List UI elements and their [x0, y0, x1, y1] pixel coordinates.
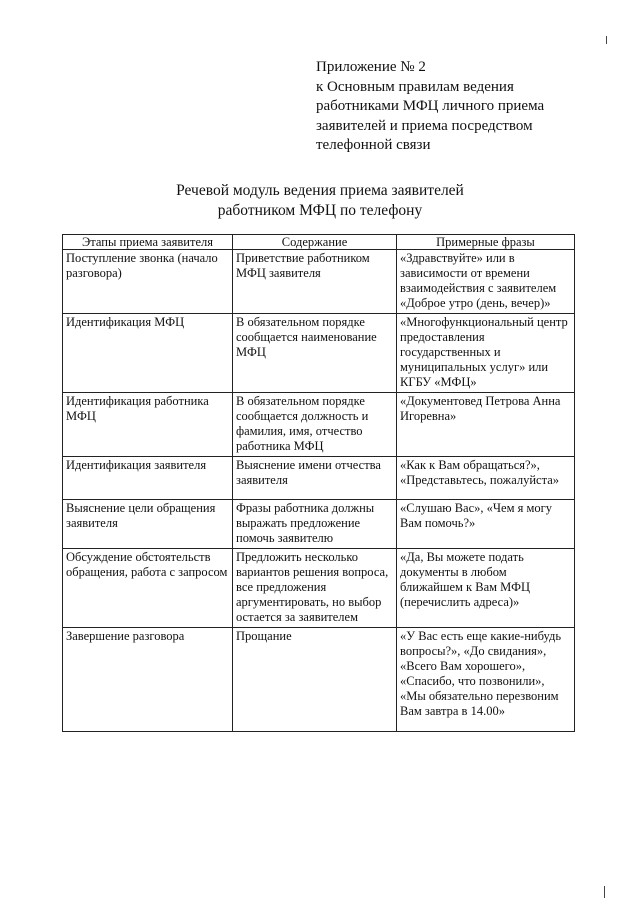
appendix-line: телефонной связи	[316, 137, 431, 153]
phrases-cell: «Да, Вы можете подать документы в любом ближайшем к Вам МФЦ (перечислить адреса)»	[397, 549, 575, 628]
table-row	[63, 500, 575, 549]
stage-cell: Завершение разговора	[63, 628, 233, 732]
header-stages: Этапы приема заявителя	[63, 235, 233, 250]
content-cell: В обязательном порядке сообщается наименование МФЦ	[233, 314, 397, 393]
appendix-line: к Основным правилам ведения	[316, 78, 514, 95]
phrases-cell: «У Вас есть еще какие-нибудь вопросы?», «До свидания», «Всего Вам хорошего», «Спасибо, что позвонили», «Мы обязательно перезвоним Вам завтра в 14.00»	[397, 628, 575, 732]
appendix-line: заявителей и приема посредством	[316, 117, 533, 134]
stage-cell: Идентификация заявителя	[63, 457, 233, 500]
stage-cell: Выяснение цели обращения заявителя	[63, 500, 233, 549]
table-row	[63, 250, 575, 314]
table-row	[63, 549, 575, 628]
content-cell: В обязательном порядке сообщается должность и фамилия, имя, отчество работника МФЦ	[233, 393, 397, 457]
document-title	[100, 181, 540, 221]
header-content: Содержание	[233, 235, 397, 250]
scan-edge-mark	[606, 36, 607, 44]
table-row	[63, 457, 575, 500]
content-cell: Прощание	[233, 628, 397, 732]
content-cell: Предложить несколько вариантов решения вопроса, все предложения аргументировать, но выбор остается за заявителем	[233, 549, 397, 628]
table-row	[63, 393, 575, 457]
phrases-cell: «Как к Вам обращаться?», «Представьтесь, пожалуйста»	[397, 457, 575, 500]
scan-edge-mark	[604, 886, 605, 898]
table-header-row	[63, 235, 575, 250]
appendix-number: Приложение № 2	[316, 59, 426, 75]
appendix-line: работниками МФЦ личного приема	[316, 98, 545, 114]
title-line: работником МФЦ по телефону	[217, 202, 423, 219]
phrases-cell: «Многофункциональный центр предоставления государственных и муниципальных услуг» или КГБУ «МФЦ»	[397, 314, 575, 393]
stage-cell: Идентификация работника МФЦ	[63, 393, 233, 457]
stage-cell: Поступление звонка (начало разговора)	[63, 250, 233, 314]
phrases-cell: «Здравствуйте» или в зависимости от времени взаимодействия с заявителем «Доброе утро (день, вечер)»	[397, 250, 575, 314]
stage-cell: Идентификация МФЦ	[63, 314, 233, 393]
phrases-cell: «Документовед Петрова Анна Игоревна»	[397, 393, 575, 457]
header-phrases: Примерные фразы	[397, 235, 575, 250]
stage-cell: Обсуждение обстоятельств обращения, работа с запросом	[63, 549, 233, 628]
table-row	[63, 628, 575, 732]
content-cell: Фразы работника должны выражать предложение помочь заявителю	[233, 500, 397, 549]
phrases-cell: «Слушаю Вас», «Чем я могу Вам помочь?»	[397, 500, 575, 549]
table-row	[63, 314, 575, 393]
speech-module-table	[62, 234, 575, 732]
appendix-header	[316, 58, 616, 156]
title-line: Речевой модуль ведения приема заявителей	[176, 182, 464, 199]
content-cell: Приветствие работником МФЦ заявителя	[233, 250, 397, 314]
content-cell: Выяснение имени отчества заявителя	[233, 457, 397, 500]
